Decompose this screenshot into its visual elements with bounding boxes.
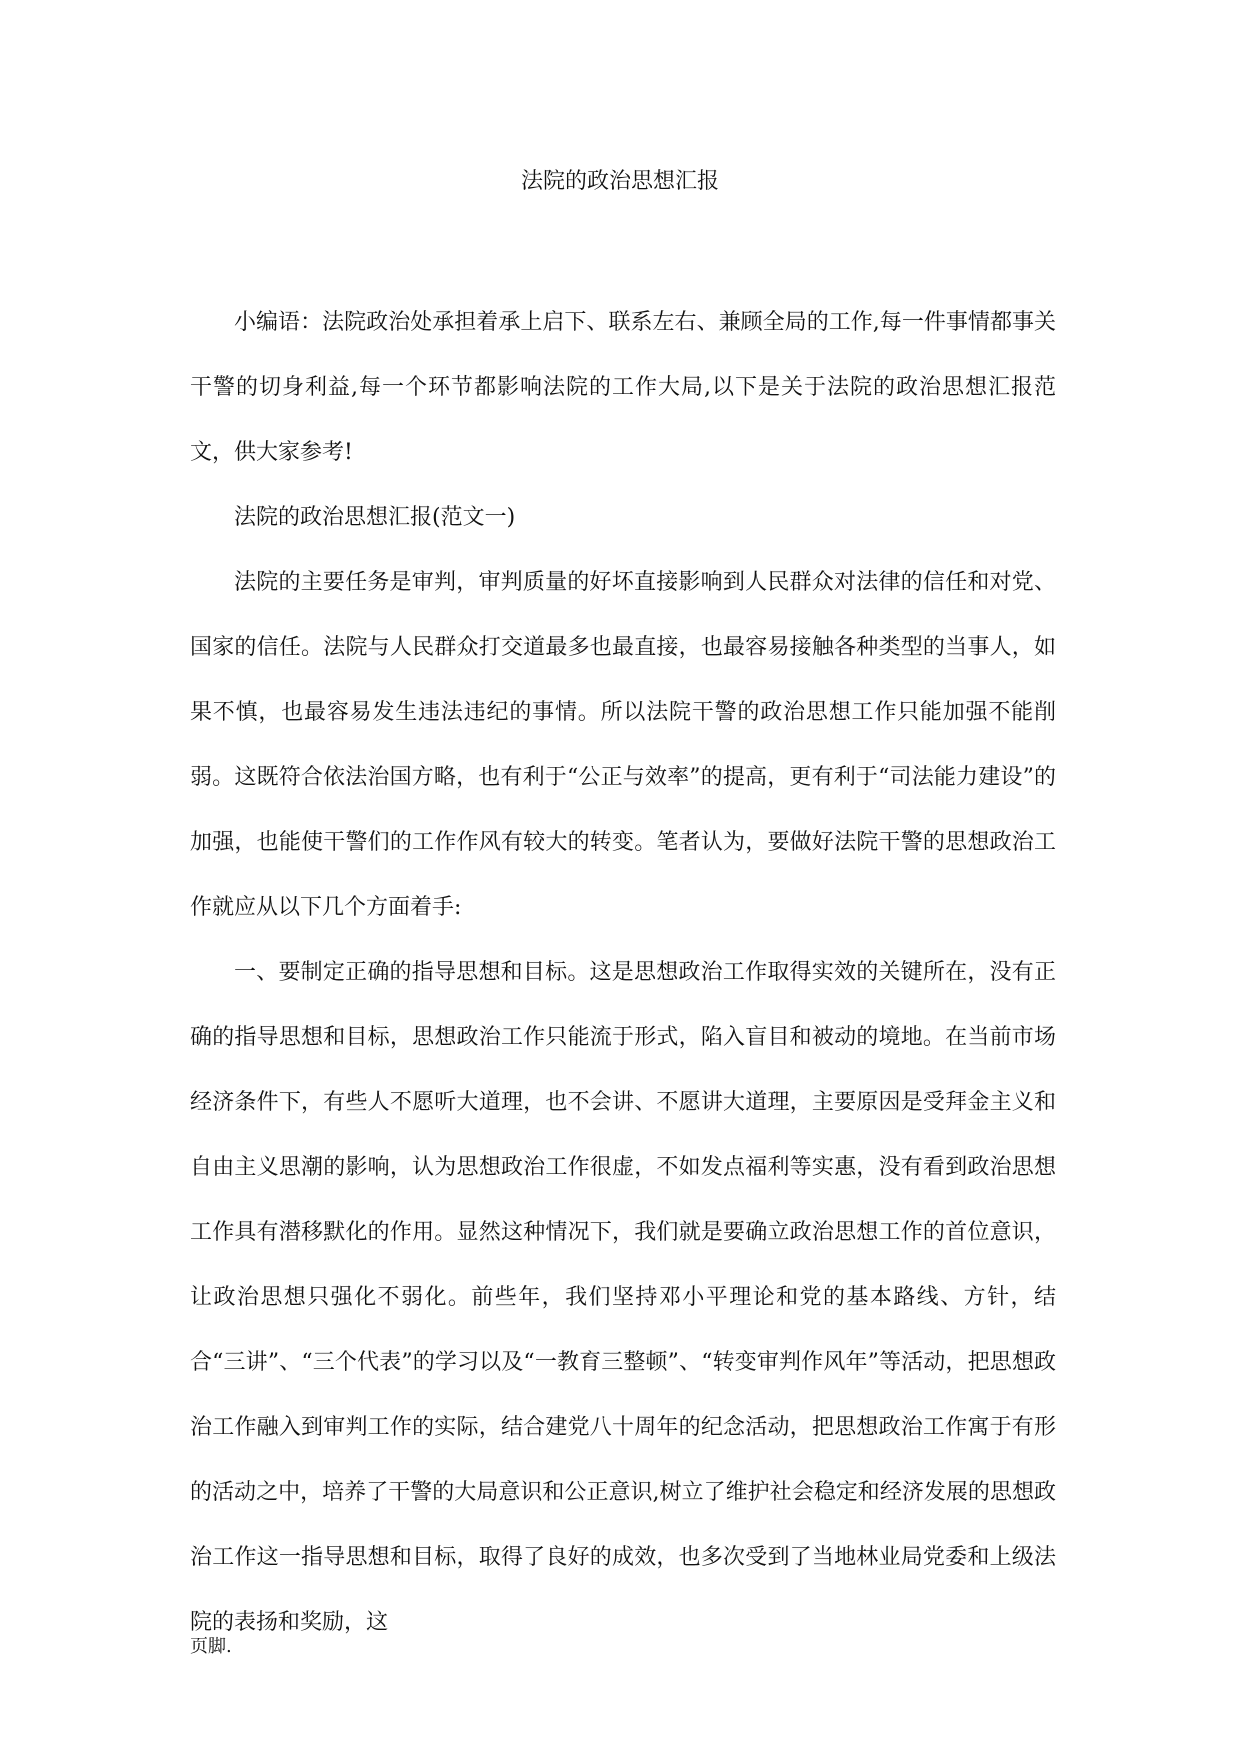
document-body bbox=[190, 290, 1056, 1655]
page-title: 法院的政治思想汇报 bbox=[520, 169, 719, 194]
body-paragraph: 法院的主要任务是审判，审判质量的好坏直接影响到人民群众对法律的信任和对党、国家的信任。法院与人民群众打交道最多也最直接，也最容易接触各种类型的当事人，如果不慎，也最容易发生违法违纪的事情。所以法院干警的政治思想工作只能加强不能削弱。这既符合依法治国方略，也有利于“公正与效率”的提高，更有利于“司法能力建设”的加强，也能使干警们的工作作风有较大的转变。笔者认为，要做好法院干警的思想政治工作就应从以下几个方面着手: bbox=[190, 570, 1056, 920]
intro-paragraph: 小编语：法院政治处承担着承上启下、联系左右、兼顾全局的工作,每一件事情都事关干警的切身利益,每一个环节都影响法院的工作大局,以下是关于法院的政治思想汇报范文，供大家参考! bbox=[190, 310, 1056, 465]
body-paragraph: 一、要制定正确的指导思想和目标。这是思想政治工作取得实效的关键所在，没有正确的指导思想和目标，思想政治工作只能流于形式，陷入盲目和被动的境地。在当前市场经济条件下，有些人不愿听大道理，也不会讲、不愿讲大道理，主要原因是受拜金主义和自由主义思潮的影响，认为思想政治工作很虚，不如发点福利等实惠，没有看到政治思想工作具有潜移默化的作用。显然这种情况下，我们就是要确立政治思想工作的首位意识，让政治思想只强化不弱化。前些年，我们坚持邓小平理论和党的基本路线、方针，结合“三讲”、“三个代表”的学习以及“一教育三整顿”、“转变审判作风年”等活动，把思想政治工作融入到审判工作的实际，结合建党八十周年的纪念活动，把思想政治工作寓于有形的活动之中，培养了干警的大局意识和公正意识,树立了维护社会稳定和经济发展的思想政治工作这一指导思想和目标，取得了良好的成效，也多次受到了当地林业局党委和上级法院的表扬和奖励，这 bbox=[190, 960, 1056, 1635]
page-footer: 页脚. bbox=[190, 1636, 232, 1657]
section-heading: 法院的政治思想汇报(范文一) bbox=[234, 505, 516, 530]
